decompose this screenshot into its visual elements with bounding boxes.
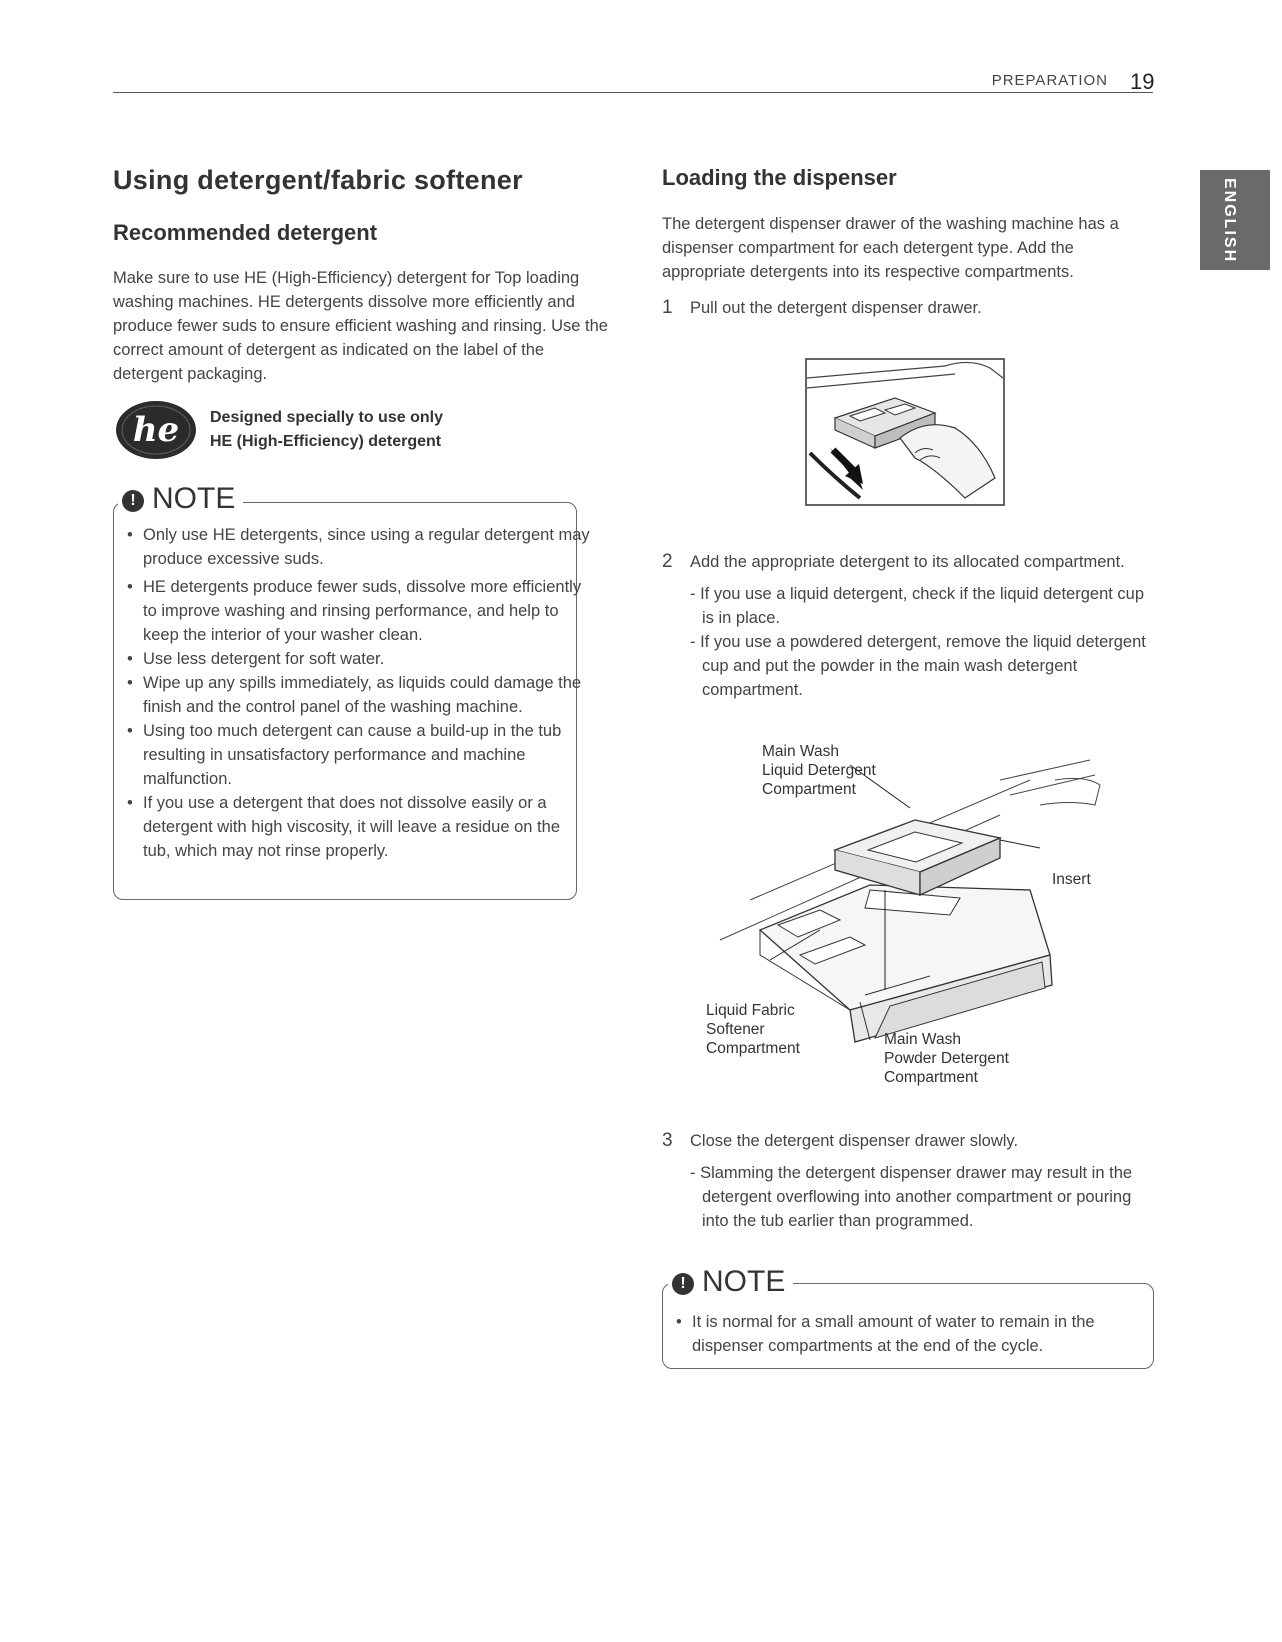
step-text: Close the detergent dispenser drawer slowly. bbox=[690, 1132, 1019, 1150]
drawer-pull-illustration bbox=[805, 358, 1005, 506]
note-item: • Wipe up any spills immediately, as liquids could damage the finish and the control panel of the washing machine. bbox=[115, 671, 590, 719]
note-item: • If you use a detergent that does not dissolve easily or a detergent with high viscosity, it will leave a residue on the tub, which may not rinse properly. bbox=[115, 791, 590, 863]
label-line: Compartment bbox=[706, 1040, 800, 1057]
label-main-wash-liquid bbox=[762, 742, 876, 799]
he-logo-icon bbox=[113, 398, 199, 462]
note-warning-icon: ! bbox=[122, 490, 144, 512]
dispenser-title: Loading the dispenser bbox=[662, 165, 897, 190]
note-heading-right bbox=[668, 1265, 793, 1299]
step-sub-item: - If you use a liquid detergent, check if the liquid detergent cup is in place. bbox=[690, 585, 1145, 627]
note-heading-text: NOTE bbox=[702, 1265, 786, 1298]
he-caption bbox=[210, 406, 443, 454]
step-sub-item: - If you use a powdered detergent, remove the liquid detergent cup and put the powder in the main wash detergent compartment. bbox=[690, 633, 1146, 699]
language-tab-label: ENGLISH bbox=[1221, 178, 1238, 264]
step-sub-item: - Slamming the detergent dispenser drawer may result in the detergent overflowing into another compartment or pouring into the tub earlier than programmed. bbox=[690, 1164, 1133, 1230]
note-list-left bbox=[115, 523, 590, 863]
label-line: Softener bbox=[706, 1021, 765, 1038]
section-title: Using detergent/fabric softener bbox=[113, 165, 523, 195]
recommended-paragraph: Make sure to use HE (High-Efficiency) detergent for Top loading washing machines. HE detergents dissolve more efficiently and produce fewer suds to ensure efficient washing and rinsing. Use the correct amount of detergent as indicated on the label of the detergent packaging. bbox=[113, 269, 608, 383]
label-line: Main Wash bbox=[762, 743, 839, 760]
he-caption-line1: Designed specially to use only bbox=[210, 409, 443, 426]
step-number: 2 bbox=[662, 551, 673, 572]
note-list-right bbox=[664, 1310, 1134, 1358]
note-warning-icon: ! bbox=[672, 1273, 694, 1295]
he-logo-text: he bbox=[132, 410, 180, 450]
label-line: Liquid Detergent bbox=[762, 762, 876, 779]
header-section-title: PREPARATION bbox=[991, 72, 1108, 89]
note-item: • Use less detergent for soft water. bbox=[115, 647, 590, 671]
dispenser-paragraph: The detergent dispenser drawer of the washing machine has a dispenser compartment for each detergent type. Add the appropriate detergents into its respective compartments. bbox=[662, 215, 1119, 281]
label-line: Compartment bbox=[762, 781, 856, 798]
step-number: 3 bbox=[662, 1130, 673, 1151]
note-item: • Only use HE detergents, since using a regular detergent may produce excessive suds. bbox=[115, 523, 590, 571]
step-text: Pull out the detergent dispenser drawer. bbox=[690, 299, 982, 317]
language-tab bbox=[1200, 170, 1270, 270]
header-divider bbox=[113, 92, 1153, 93]
step-2 bbox=[662, 550, 1152, 702]
label-line: Powder Detergent bbox=[884, 1050, 1009, 1067]
step-3 bbox=[662, 1129, 1152, 1233]
label-line: Compartment bbox=[884, 1069, 978, 1086]
page-number: 19 bbox=[1130, 69, 1155, 94]
label-line: Liquid Fabric bbox=[706, 1002, 795, 1019]
subsection-title: Recommended detergent bbox=[113, 220, 378, 245]
label-fabric-softener bbox=[706, 1001, 800, 1058]
step-1 bbox=[662, 296, 1152, 320]
step-text: Add the appropriate detergent to its allocated compartment. bbox=[690, 553, 1125, 571]
note-item: • HE detergents produce fewer suds, dissolve more efficiently to improve washing and rinsing performance, and help to keep the interior of your washer clean. bbox=[115, 575, 590, 647]
step-number: 1 bbox=[662, 297, 673, 318]
label-line: Main Wash bbox=[884, 1031, 961, 1048]
he-caption-line2: HE (High-Efficiency) detergent bbox=[210, 433, 442, 450]
label-main-wash-powder bbox=[884, 1030, 1009, 1087]
note-item: • It is normal for a small amount of water to remain in the dispenser compartments at the end of the cycle. bbox=[664, 1310, 1134, 1358]
note-heading-left bbox=[118, 482, 243, 516]
label-insert: Insert bbox=[1052, 871, 1091, 888]
note-item: • Using too much detergent can cause a build-up in the tub resulting in unsatisfactory performance and machine malfunction. bbox=[115, 719, 590, 791]
note-heading-text: NOTE bbox=[152, 482, 236, 515]
